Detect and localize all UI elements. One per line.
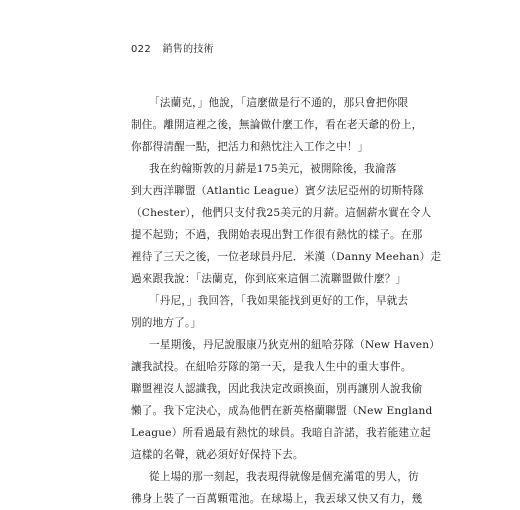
text-line: 制住。離開這裡之後，無論做什麼工作，看在老天爺的份上， — [131, 119, 423, 131]
text-line: 到大西洋聯盟（Atlantic League）賓夕法尼亞州的切斯特隊 — [131, 185, 424, 197]
text-line: 這樣的名聲，就必須好好保持下去。 — [131, 449, 304, 461]
text-line: 彿身上裝了一百萬顆電池。在球場上，我丟球又快又有力，幾 — [131, 493, 423, 505]
running-header — [131, 40, 214, 55]
text-line: 過來跟我說：「法蘭克，你到底來這個二流聯盟做什麼？」 — [131, 273, 407, 285]
text-line: 別的地方了。」 — [131, 317, 202, 329]
text-line: 「法蘭克，」他說，「這麼做是行不通的，那只會把你限 — [149, 97, 409, 109]
text-line: 你都得清醒一點，把活力和熱忱注入工作之中！」 — [131, 141, 369, 153]
text-line: 懶了。我下定決心，成為他們在新英格蘭聯盟（New England — [131, 405, 433, 417]
body-text — [131, 92, 442, 510]
text-line: 「丹尼，」我回答，「我如果能找到更好的工作，早就去 — [149, 295, 409, 307]
text-line: 讓我試投。在紐哈芬隊的第一天，是我人生中的重大事件。 — [131, 361, 412, 373]
text-line: 從上場的那一刻起，我表現得就像是個充滿電的男人，彷 — [149, 471, 419, 483]
text-line: （Chester），他們只支付我25美元的月薪。這個薪水實在令人 — [131, 207, 432, 219]
text-line: 裡待了三天之後，一位老球員丹尼．米漢（Danny Meehan）走 — [131, 251, 442, 263]
page-number: 022 — [131, 44, 151, 55]
text-line: 提不起勁；不過，我開始表現出對工作很有熱忱的樣子。在那 — [131, 229, 423, 241]
book-title: 銷售的技術 — [162, 44, 214, 55]
text-line: 一星期後，丹尼說服康乃狄克州的紐哈芬隊（New Haven） — [149, 339, 441, 351]
text-line: 聯盟裡沒人認識我，因此我決定改頭換面，別再讓別人說我偷 — [131, 383, 423, 395]
text-line: League）所看過最有熱忱的球員。我暗自許諾，我若能建立起 — [131, 427, 431, 439]
text-line: 我在約翰斯敦的月薪是175美元，被開除後，我淪落 — [149, 163, 397, 175]
